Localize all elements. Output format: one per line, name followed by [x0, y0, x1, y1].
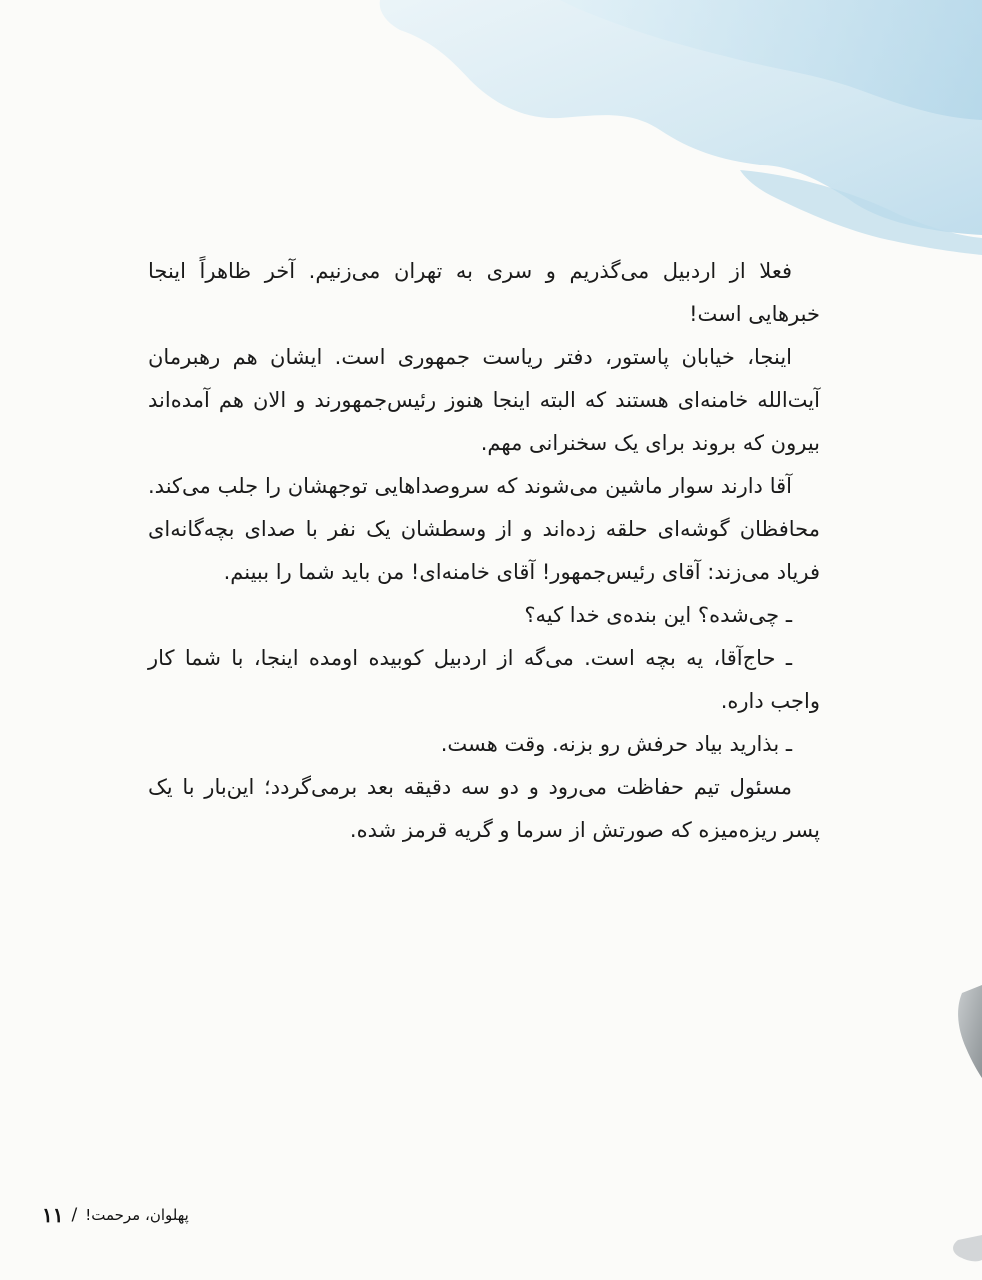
paragraph-return: مسئول تیم حفاظت می‌رود و دو سه دقیقه بعد برمی‌گردد؛ این‌بار با یک پسر ریزه‌میزه که صورتش از سرما و گریه قرمز شده.	[148, 775, 820, 842]
paragraph-intro: فعلا از اردبیل می‌گذریم و سری به تهران می‌زنیم. آخر ظاهراً اینجا خبرهایی است!	[148, 259, 820, 326]
book-title: پهلوان، مرحمت!	[85, 1206, 189, 1224]
page-footer	[42, 1203, 189, 1227]
dialogue-line-1: ـ چی‌شده؟ این بنده‌ی خدا کیه؟	[524, 603, 792, 627]
watercolor-gray-edge	[958, 985, 982, 1078]
dialogue-line-2: ـ حاج‌آقا، یه بچه است. می‌گه از اردبیل کوبیده اومده اینجا، با شما کار واجب داره.	[148, 646, 820, 713]
footer-separator: /	[71, 1205, 78, 1225]
page-number: ۱۱	[42, 1203, 64, 1227]
story-text	[148, 250, 820, 852]
dialogue-line-3: ـ بذارید بیاد حرفش رو بزنه. وقت هست.	[440, 732, 792, 756]
paragraph-pasteur-street: اینجا، خیابان پاستور، دفتر ریاست جمهوری است. ایشان هم رهبرمان آیت‌الله خامنه‌ای هستند که البته اینجا هنوز رئیس‌جمهورند و الان هم آمده‌اند بیرون که بروند برای یک سخنرانی مهم.	[148, 345, 820, 455]
watercolor-gray-edge-bottom	[953, 1235, 982, 1261]
paragraph-commotion: آقا دارند سوار ماشین می‌شوند که سروصداهایی توجهشان را جلب می‌کند. محافظان گوشه‌ای حلقه زده‌اند و از وسطشان یک نفر با صدای بچه‌گانه‌ای فریاد می‌زند: آقای رئیس‌جمهور! آقای خامنه‌ای! من باید شما را ببینم.	[148, 474, 820, 584]
